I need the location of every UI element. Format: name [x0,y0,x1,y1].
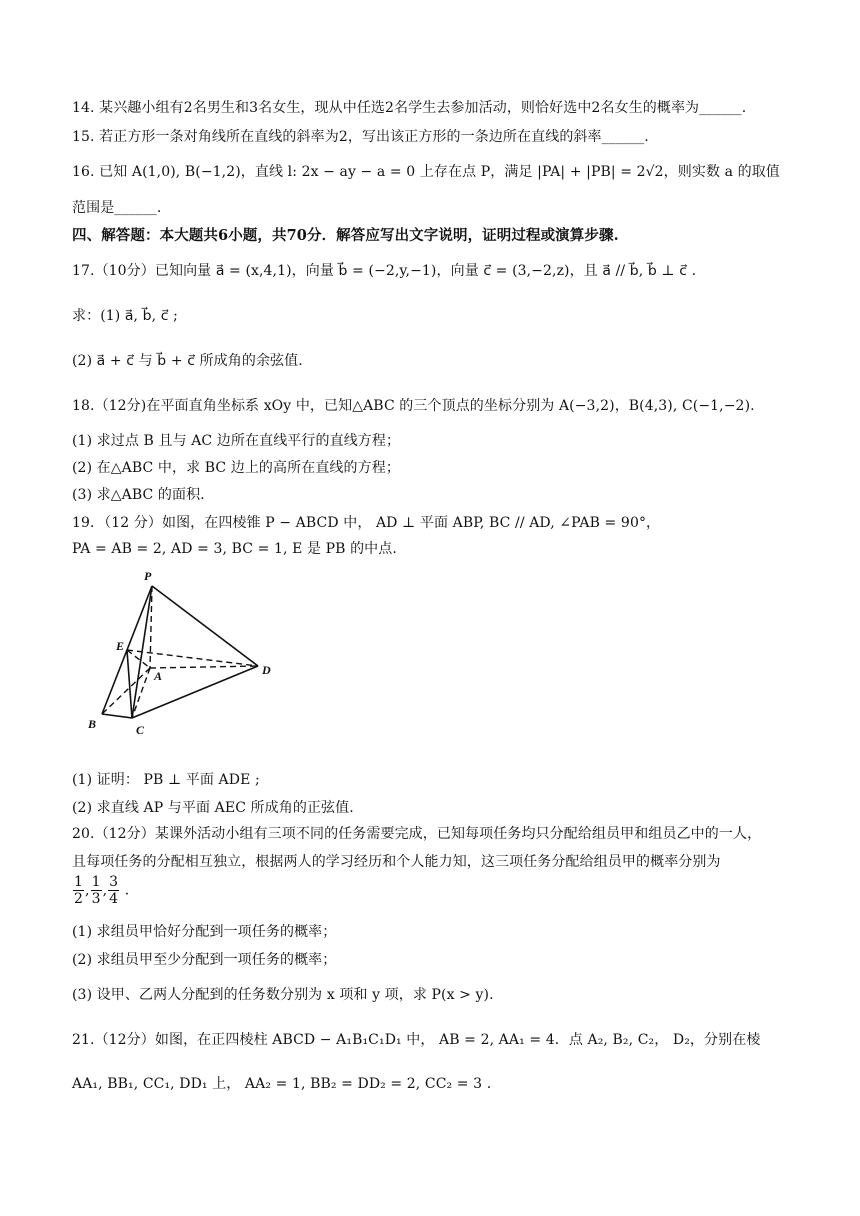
label-P: P [144,569,152,583]
label-B: B [88,717,97,731]
question-17-part1: 求：(1) a⃗, b⃗, c⃗ ; [72,308,178,324]
question-19-line2: PA = AB = 2, AD = 3, BC = 1, E 是 PB 的中点. [72,541,397,557]
question-20-line2: 且每项任务的分配相互独立，根据两人的学习经历和个人能力知，这三项任务分配给组员甲的概率分别为 [72,854,721,870]
edge-EC [127,650,132,718]
question-20-part3: (3) 设甲、乙两人分配到的任务数分别为 x 项和 y 项，求 P(x > y). [72,987,494,1003]
question-18-part2: (2) 在△ABC 中，求 BC 边上的高所在直线的方程； [72,460,400,476]
label-A: A [154,669,163,683]
pyramid-figure [72,566,292,742]
edge-EA [127,650,150,668]
fraction-1: $\frac{1}{2}$ [74,874,84,907]
question-17: 17.（10分）已知向量 a⃗ = (x,4,1)，向量 b⃗ = (−2,y,−1)，向量 c⃗ = (3,−2,z)，且 a⃗ // b⃗, b⃗ ⊥ c⃗ . [72,263,697,279]
question-21-line2: AA₁, BB₁, CC₁, DD₁ 上， AA₂ = 1, BB₂ = DD₂ = 2, CC₂ = 3 . [72,1076,492,1092]
question-18-part3: (3) 求△ABC 的面积. [72,487,205,503]
question-18-part1: (1) 求过点 B 且与 AC 边所在直线平行的直线方程； [72,433,401,449]
question-16-line1: 16. 已知 A(1,0), B(−1,2)，直线 l: 2x − ay − a = 0 上存在点 P，满足 |PA| + |PB| = 2√2，则实数 a 的取值 [72,164,780,180]
edge-AB [102,668,150,714]
question-20-part1: (1) 求组员甲恰好分配到一项任务的概率； [72,924,337,940]
question-17-part2: (2) a⃗ + c⃗ 与 b⃗ + c⃗ 所成角的余弦值. [72,353,303,369]
question-20-part2: (2) 求组员甲至少分配到一项任务的概率； [72,952,337,968]
edge-PD [152,586,258,666]
question-14: 14. 某兴趣小组有2名男生和3名女生，现从中任选2名学生去参加活动，则恰好选中2名女生的概率为______. [72,100,747,116]
edge-ED [127,650,258,666]
edge-AD [150,666,258,668]
question-18: 18.（12分)在平面直角坐标系 xOy 中，已知△ABC 的三个顶点的坐标分别为 A(−3,2)，B(4,3), C(−1,−2). [72,398,755,414]
question-19-part1: (1) 证明： PB ⊥ 平面 ADE ; [72,772,260,788]
question-20-probabilities: $\frac{1}{2}$ , $\frac{1}{3}$ , $\frac{3}{4}$ . [74,874,130,907]
label-D: D [262,663,271,677]
label-C: C [136,723,145,737]
question-16-line2: 范围是______. [72,200,162,216]
fraction-3: $\frac{3}{4}$ [109,874,119,907]
edge-AC [132,668,150,718]
section-heading: 四、解答题：本大题共6小题，共70分．解答应写出文字说明，证明过程或演算步骤. [72,227,619,244]
edge-BC [102,714,132,718]
question-20-line1: 20.（12分）某课外活动小组有三项不同的任务需要完成，已知每项任务均只分配给组员甲和组员乙中的一人， [72,826,762,842]
question-21-line1: 21.（12分）如图，在正四棱柱 ABCD − A₁B₁C₁D₁ 中， AB = 2, AA₁ = 4．点 A₂, B₂, C₂， D₂，分别在棱 [72,1032,761,1048]
edge-CD [132,666,258,718]
question-19-part2: (2) 求直线 AP 与平面 AEC 所成角的正弦值. [72,800,354,816]
fraction-2: $\frac{1}{3}$ [91,874,101,907]
question-19-line1: 19．（12 分）如图，在四棱锥 P − ABCD 中， AD ⊥ 平面 ABP, BC // AD, ∠PAB = 90°， [72,515,661,531]
label-E: E [116,639,125,653]
question-15: 15. 若正方形一条对角线所在直线的斜率为2，写出该正方形的一条边所在直线的斜率______. [72,129,649,145]
